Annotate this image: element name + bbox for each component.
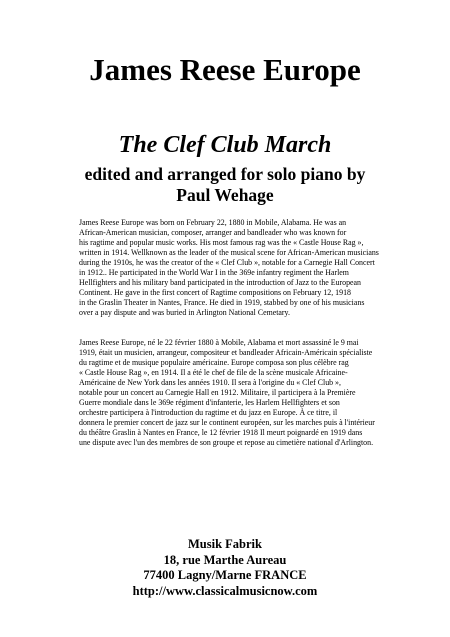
text-line: donnera le premier concert de jazz sur le continent européen, sur les marches puis à l'intérieur <box>79 418 375 427</box>
text-line: over a pay dispute and was buried in Arlington National Cemetary. <box>79 308 290 317</box>
publisher-city: 77400 Lagny/Marne FRANCE <box>143 568 307 582</box>
text-line: Guerre mondiale dans le 369e régiment d'infanterie, les Harlem Hellfighters et son <box>79 398 340 407</box>
piece-title: The Clef Club March <box>118 132 332 158</box>
text-line: Hellfighters and his military band participated in the introduction of Jazz to the European <box>79 278 362 287</box>
text-line: during the 1910s, he was the creator of the « Clef Club », notable for a Carnegie Hall Concert <box>79 258 375 267</box>
text-line: du ragtime et de musique populaire américaine. Europe composa son plus célèbre rag <box>79 358 349 367</box>
publisher-name: Musik Fabrik <box>188 537 262 551</box>
text-line: notable pour un concert au Carnegie Hall en 1912. Militaire, il participera à la Première <box>79 388 356 397</box>
text-line: in the Graslin Theater in Nantes, France. He died in 1919, stabbed by one of his musicians <box>79 298 365 307</box>
arranger-name: Paul Wehage <box>176 185 274 205</box>
text-line: du théâtre Graslin à Nantes en France, le 12 février 1918 Il meurt poignardé en 1919 dans <box>79 428 363 437</box>
text-line: Continent. He gave in the first concert of Ragtime compositions on February 12, 1918 <box>79 288 351 297</box>
publisher-block <box>0 537 450 599</box>
publisher-website: http://www.classicalmusicnow.com <box>132 583 318 598</box>
text-line: in 1912.. He participated in the World War I in the 369e infantry regiment the Harlem <box>79 268 349 277</box>
arrangement-subtitle <box>0 164 450 206</box>
text-line: James Reese Europe, né le 22 février 1880 à Mobile, Alabama et mort assassiné le 9 mai <box>79 338 359 347</box>
publisher-street: 18, rue Marthe Aureau <box>163 552 287 567</box>
text-line: orchestre participera à l'introduction du ragtime et du jazz en Europe. À ce titre, il <box>79 408 338 417</box>
subtitle-line: edited and arranged for solo piano by <box>84 164 366 184</box>
text-line: African-American musician, composer, arranger and bandleader who was known for <box>79 228 347 237</box>
text-line: Américaine de New York dans les années 1910. Il sera à l'origine du « Clef Club », <box>79 378 341 387</box>
text-line: his ragtime and popular music works. His most famous rag was the « Castle House Rag », <box>79 238 364 247</box>
text-line: « Castle House Rag », en 1914. Il a été le chef de file de la scène musicale Africaine- <box>79 368 348 377</box>
composer-name: James Reese Europe <box>89 52 361 87</box>
text-line: 1919, était un musicien, arrangeur, compositeur et bandleader Africain-Américain spécialiste <box>79 348 373 357</box>
text-line: une dispute avec l'un des membres de son groupe et repose au cimetière national d'Arlington. <box>79 438 374 447</box>
text-line: written in 1914. Wellknown as the leader of the musical scene for African-American musicians <box>79 248 379 257</box>
biography-english <box>79 218 389 318</box>
biography-french <box>79 338 389 448</box>
text-line: James Reese Europe was born on February 22, 1880 in Mobile, Alabama. He was an <box>79 218 347 227</box>
